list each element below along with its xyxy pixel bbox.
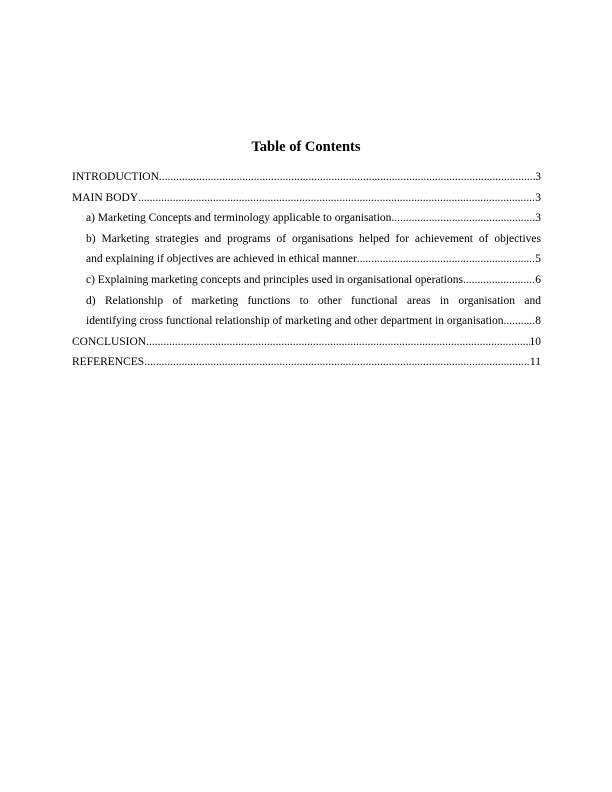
toc-entry-label-line2 — [86, 249, 541, 270]
toc-page-number: 8 — [535, 315, 541, 328]
dot-leader — [463, 270, 535, 291]
table-of-contents — [72, 167, 541, 373]
toc-entry-label-line1: d) Relationship of marketing functions to other functional areas in organisation and — [86, 294, 541, 307]
dot-leader — [138, 188, 535, 209]
toc-page-number: 3 — [535, 191, 541, 204]
toc-title: Table of Contents — [251, 139, 361, 155]
toc-entry-label: INTRODUCTION — [72, 171, 159, 183]
toc-entry-introduction[interactable] — [72, 167, 541, 188]
dot-leader — [391, 208, 535, 229]
toc-page-number: 5 — [535, 253, 541, 266]
toc-entry-label: MAIN BODY — [72, 191, 139, 204]
toc-entry-references[interactable] — [72, 352, 541, 373]
toc-entry-section-b[interactable] — [72, 229, 541, 270]
dot-leader — [504, 311, 536, 332]
dot-leader — [146, 332, 529, 353]
dot-leader — [357, 249, 535, 270]
toc-entry-label: c) Explaining marketing concepts and principles used in organisational operations — [86, 273, 463, 286]
toc-entry-section-a[interactable] — [72, 208, 541, 229]
toc-page-number: 10 — [529, 335, 541, 348]
dot-leader — [159, 167, 535, 188]
toc-page-number: 3 — [535, 212, 541, 225]
toc-entry-label: identifying cross functional relationship of marketing and other department in organisation — [86, 315, 504, 328]
dot-leader — [144, 352, 530, 373]
toc-page-number: 11 — [529, 356, 541, 369]
toc-entry-section-c[interactable] — [72, 270, 541, 291]
toc-page-number: 3 — [535, 171, 541, 183]
toc-entry-conclusion[interactable] — [72, 332, 541, 353]
toc-entry-section-d[interactable] — [72, 291, 541, 332]
toc-entry-label-line2 — [86, 311, 541, 332]
toc-entry-label-line1: b) Marketing strategies and programs of organisations helped for achievement of objectives — [86, 232, 541, 245]
toc-entry-label: CONCLUSION — [72, 335, 147, 348]
toc-entry-label: REFERENCES — [72, 356, 145, 369]
toc-page-number: 6 — [535, 273, 541, 286]
toc-entry-label: a) Marketing Concepts and terminology applicable to organisation — [86, 212, 392, 225]
toc-entry-main-body[interactable] — [72, 188, 541, 209]
toc-entry-label: and explaining if objectives are achieved in ethical manner — [86, 253, 357, 266]
